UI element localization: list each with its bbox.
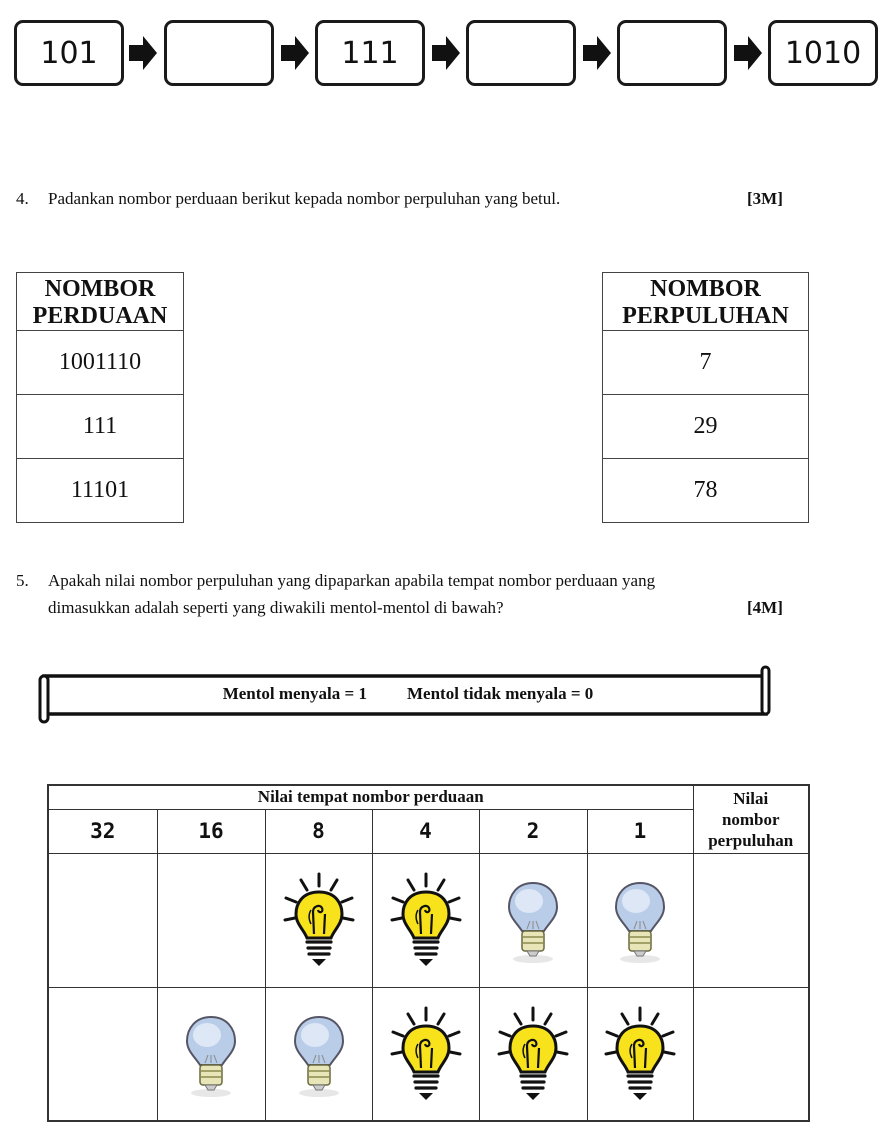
sequence-box — [315, 20, 425, 86]
question-text-line1: Apakah nilai nombor perpuluhan yang dipaparkan apabila tempat nombor perduaan yang — [48, 571, 656, 590]
binary-value: 11101 — [17, 459, 184, 523]
bulb-cell — [372, 853, 479, 987]
place-value-header: 2 — [479, 809, 587, 853]
right-arrow-icon — [583, 36, 611, 70]
lit-bulb-icon — [383, 1004, 469, 1104]
bulb-cell — [157, 853, 265, 987]
legend-text — [48, 684, 768, 704]
legend-off: Mentol tidak menyala = 0 — [406, 684, 594, 703]
question-marks: [3M] — [747, 189, 783, 208]
binary-value: 111 — [17, 395, 184, 459]
decimal-value: 78 — [603, 459, 809, 523]
place-value-header: 8 — [265, 809, 372, 853]
legend-on: Mentol menyala = 1 — [222, 684, 367, 703]
bulb-cell — [157, 987, 265, 1121]
bulb-cell — [372, 987, 479, 1121]
lit-bulb-icon — [383, 870, 469, 970]
right-arrow-icon — [281, 36, 309, 70]
question-number: 5. — [16, 571, 29, 590]
bulb-cell — [48, 853, 157, 987]
unlit-bulb-icon — [610, 875, 670, 965]
table-row[interactable] — [603, 459, 809, 523]
lit-bulb-icon — [597, 1004, 683, 1104]
bulb-cell — [479, 987, 587, 1121]
lit-bulb-icon — [490, 1004, 576, 1104]
answer-cell[interactable] — [693, 987, 809, 1121]
bulb-cell — [48, 987, 157, 1121]
sequence-box — [768, 20, 878, 86]
sequence-box-blank[interactable] — [617, 20, 727, 86]
bulb-cell — [265, 853, 372, 987]
bulb-cell — [587, 987, 693, 1121]
question-number: 4. — [16, 189, 29, 208]
right-arrow-icon — [734, 36, 762, 70]
table-row[interactable] — [17, 331, 184, 395]
decimal-value: 29 — [603, 395, 809, 459]
sequence-box-blank[interactable] — [164, 20, 274, 86]
decimal-number-table — [602, 272, 809, 523]
sequence-box — [14, 20, 124, 86]
group-header: Nilai tempat nombor perduaan — [48, 785, 693, 809]
binary-number-table — [16, 272, 184, 523]
place-value-header: 4 — [372, 809, 479, 853]
lit-bulb-icon — [276, 870, 362, 970]
table-row — [48, 853, 809, 987]
sequence-value: 111 — [341, 35, 399, 71]
place-value-header: 32 — [48, 809, 157, 853]
bulb-cell — [265, 987, 372, 1121]
unlit-bulb-icon — [289, 1009, 349, 1099]
right-arrow-icon — [129, 36, 157, 70]
place-value-header: 1 — [587, 809, 693, 853]
question-marks: [4M] — [747, 598, 783, 617]
bulb-cell — [479, 853, 587, 987]
table-row[interactable] — [17, 459, 184, 523]
unlit-bulb-icon — [503, 875, 563, 965]
answer-cell[interactable] — [693, 853, 809, 987]
question-text-line2: dimasukkan adalah seperti yang diwakili mentol-mentol di bawah? — [48, 598, 504, 617]
sequence-value: 1010 — [784, 35, 862, 71]
place-value-header: 16 — [157, 809, 265, 853]
place-value-table — [47, 784, 810, 1122]
table-row[interactable] — [603, 395, 809, 459]
table-header: NOMBOR PERDUAAN — [17, 273, 184, 331]
binary-value: 1001110 — [17, 331, 184, 395]
question-text: Padankan nombor perduaan berikut kepada nombor perpuluhan yang betul. — [48, 189, 561, 208]
decimal-value-header: Nilai nombor perpuluhan — [693, 785, 809, 853]
table-row[interactable] — [603, 331, 809, 395]
decimal-value: 7 — [603, 331, 809, 395]
table-row — [48, 987, 809, 1121]
sequence-value: 101 — [40, 35, 98, 71]
unlit-bulb-icon — [181, 1009, 241, 1099]
right-arrow-icon — [432, 36, 460, 70]
table-row[interactable] — [17, 395, 184, 459]
table-header: NOMBOR PERPULUHAN — [603, 273, 809, 331]
sequence-box-blank[interactable] — [466, 20, 576, 86]
bulb-cell — [587, 853, 693, 987]
